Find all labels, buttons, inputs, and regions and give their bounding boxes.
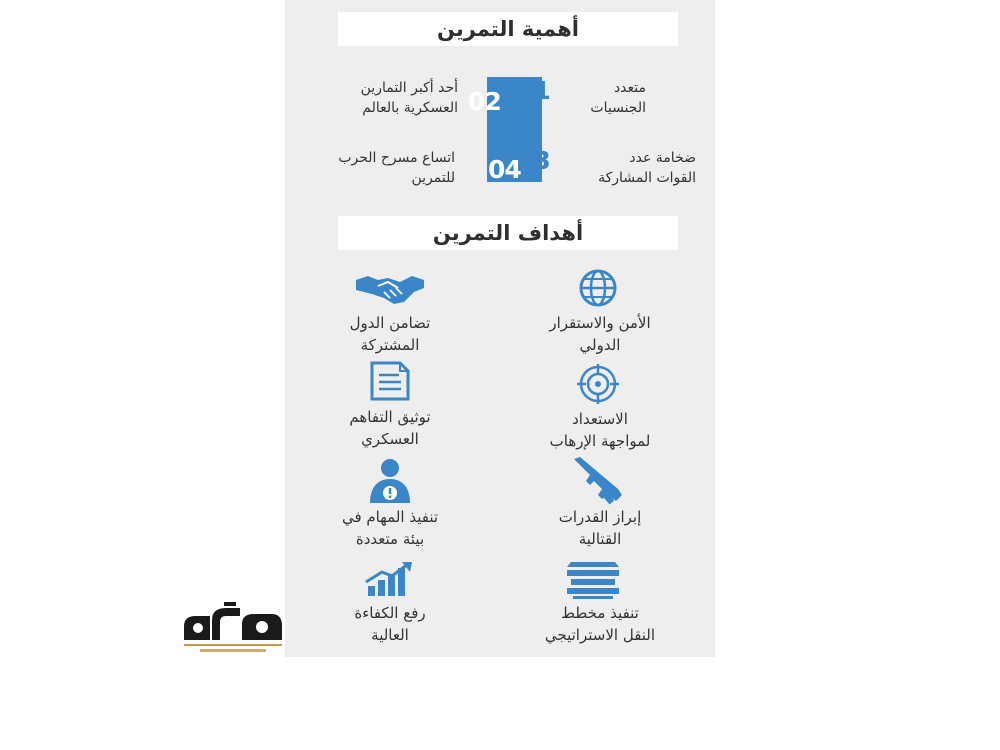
- rifle-icon: [572, 455, 624, 505]
- importance-item-01: متعدد الجنسيات: [590, 80, 646, 116]
- goal-efficiency: رفع الكفاءة العالية: [354, 604, 426, 644]
- goal-strategic-transport: تنفيذ مخطط النقل الاستراتيجي: [544, 604, 656, 644]
- makkah-logo: [180, 600, 286, 656]
- goal-military-understanding: توثيق التفاهم العسكري: [349, 408, 431, 448]
- importance-item-02: أحد أكبر التمارين العسكرية بالعالم: [360, 80, 458, 116]
- person-alert-icon: [366, 457, 414, 505]
- handshake-icon: [354, 270, 426, 306]
- importance-item-03: ضخامة عدد القوات المشاركة: [598, 150, 696, 186]
- goal-multi-environment: تنفيذ المهام في بيئة متعددة: [341, 508, 439, 548]
- goal-solidarity: تضامن الدول المشتركة: [349, 314, 431, 354]
- number-04: 04: [488, 155, 521, 184]
- importance-item-04: اتساع مسرح الحرب للتمرين: [338, 150, 455, 186]
- number-03: 03: [517, 146, 550, 175]
- goal-combat-capabilities: إبراز القدرات القتالية: [558, 508, 642, 548]
- importance-title: أهمية التمرين: [338, 12, 678, 46]
- globe-icon: [572, 268, 624, 308]
- growth-chart-icon: [364, 560, 416, 598]
- goal-security: الأمن والاستقرار الدولي: [549, 314, 651, 354]
- goals-title: أهداف التمرين: [338, 216, 678, 250]
- target-icon: [574, 364, 622, 404]
- goal-counter-terrorism: الاستعداد لمواجهة الإرهاب: [549, 410, 651, 450]
- number-02: 02: [468, 87, 501, 116]
- stack-icon: [565, 560, 621, 600]
- number-01: 01: [517, 76, 550, 105]
- document-icon: [369, 360, 411, 402]
